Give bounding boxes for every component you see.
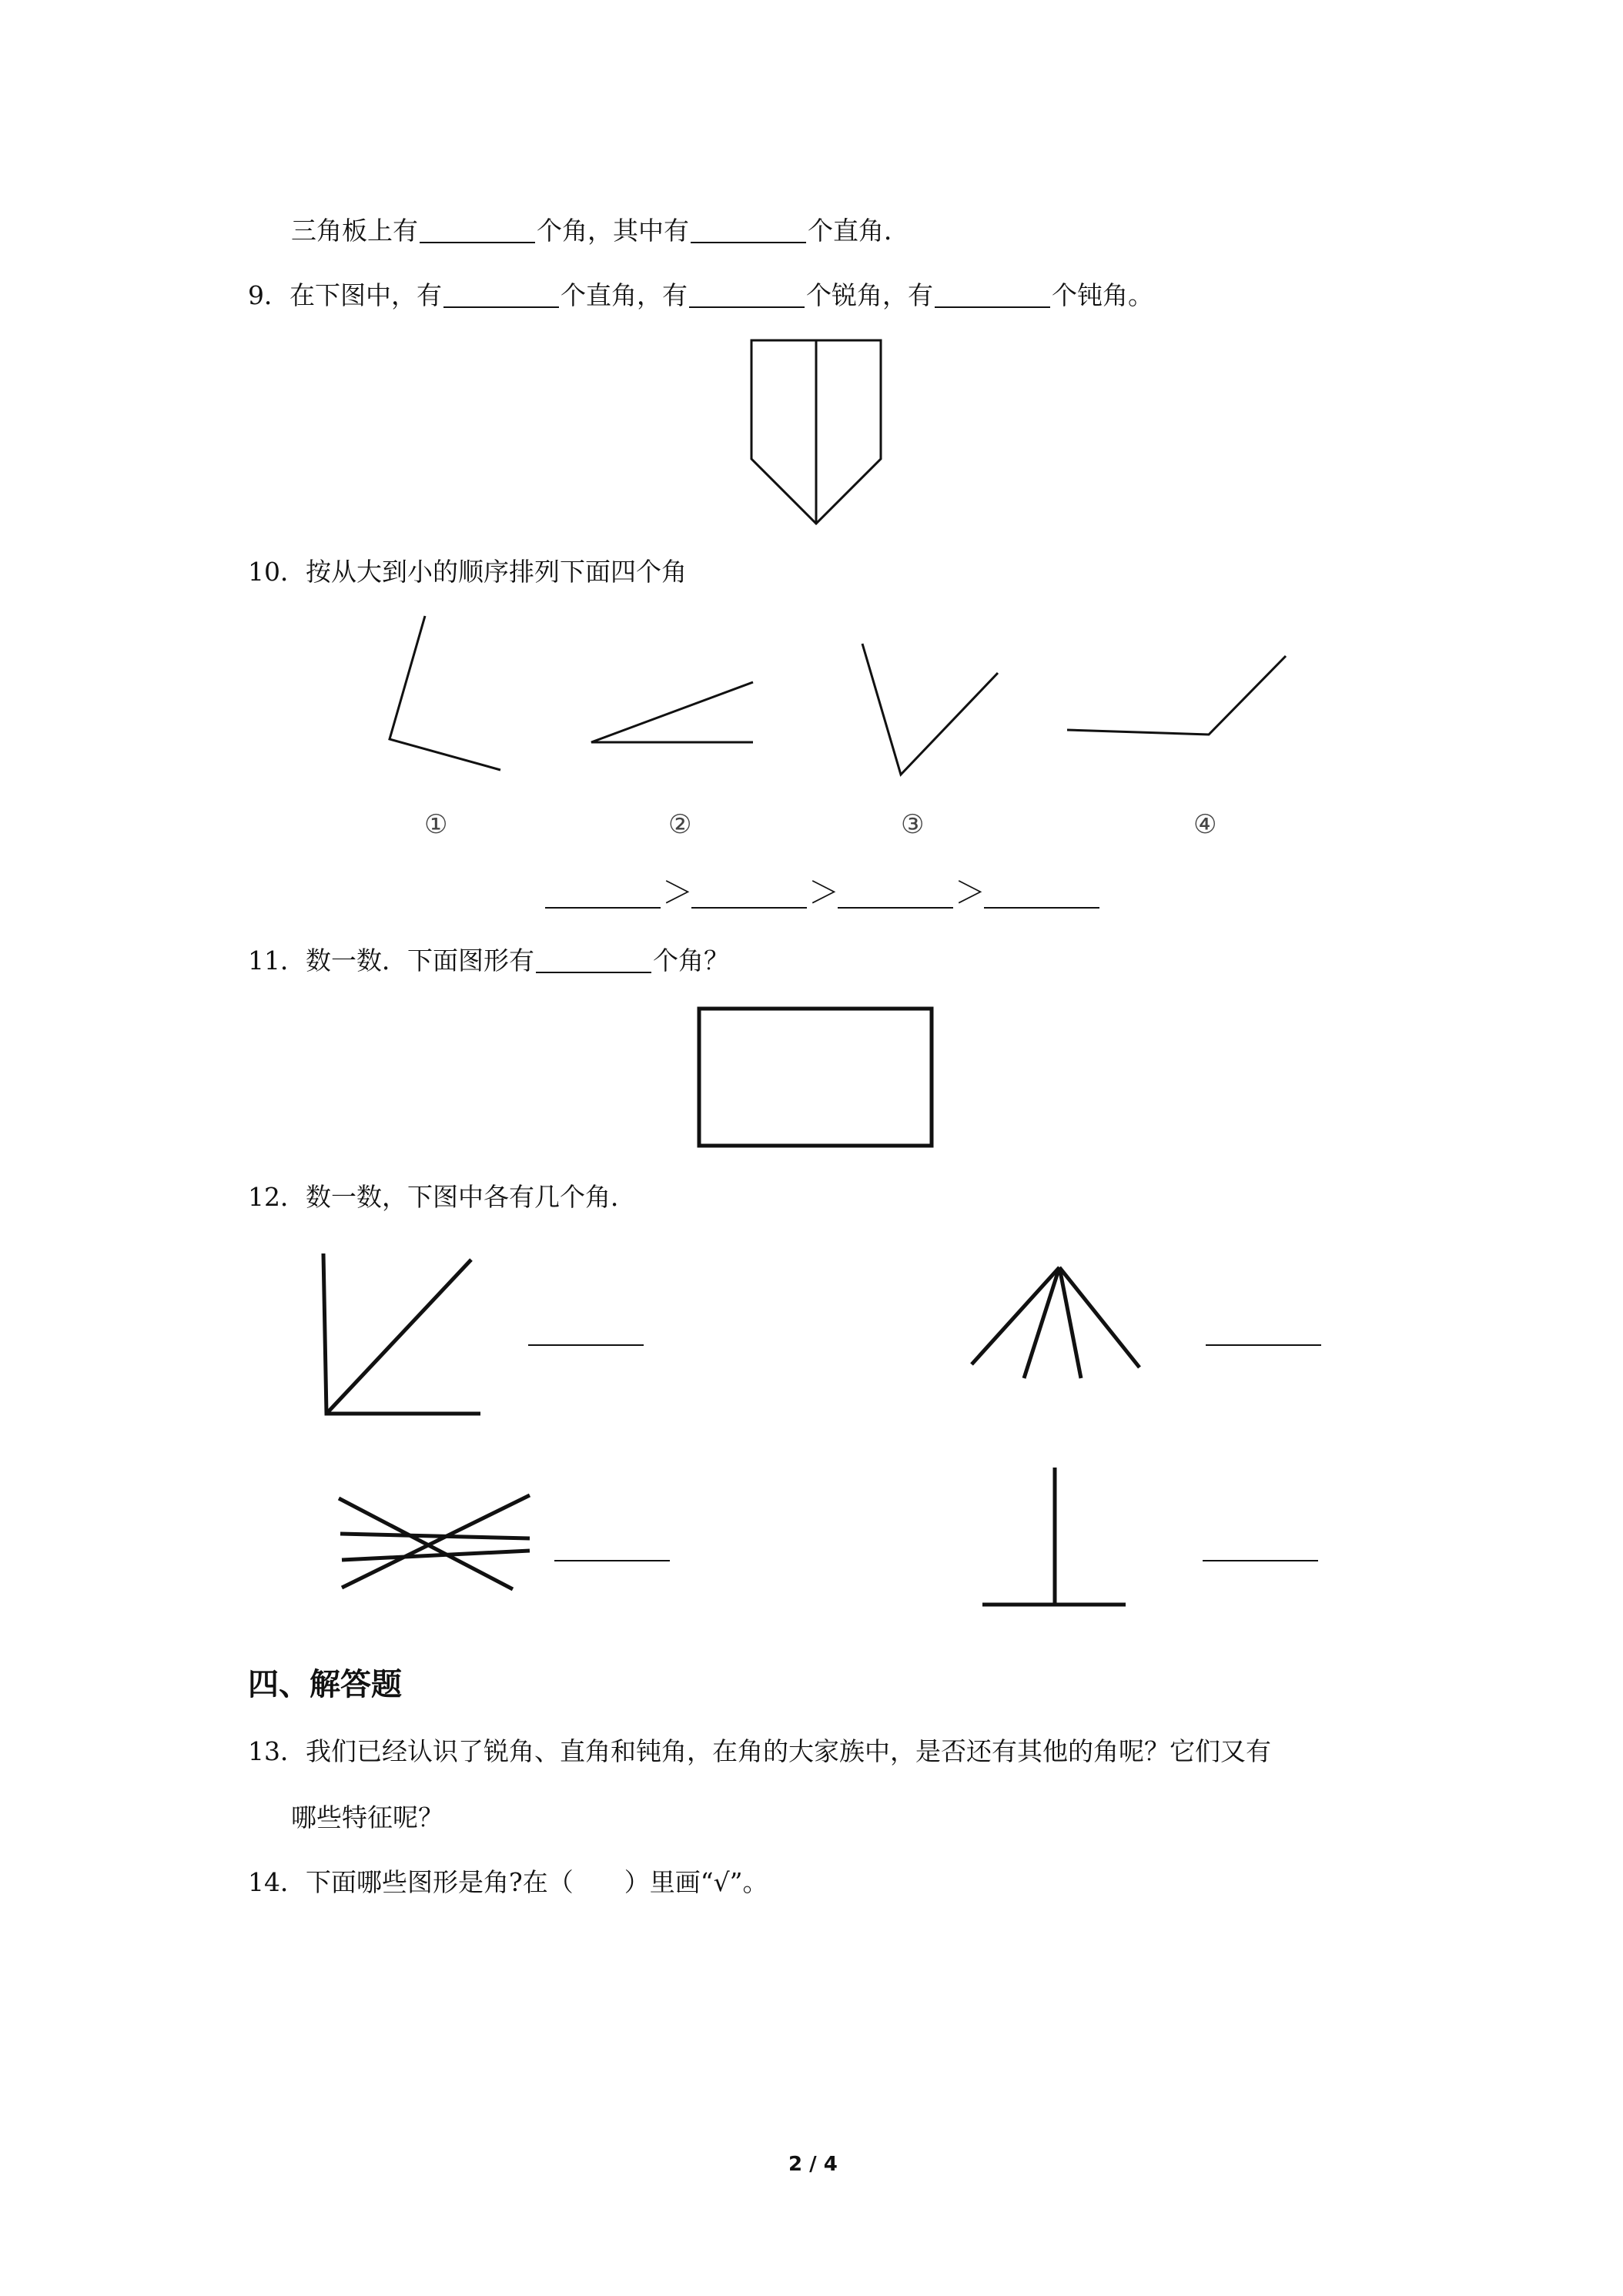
question-number: 14． [248, 1867, 306, 1897]
q8-text-2: 个角，其中有 [537, 216, 689, 246]
q8-text-3: 个直角． [808, 216, 909, 246]
q9-text-4: 个钝角。 [1052, 280, 1153, 310]
q12-figure-1 [323, 1253, 480, 1414]
answer-blank[interactable] [1206, 1344, 1321, 1346]
question-13 [248, 1736, 1271, 1766]
question-number: 12． [248, 1182, 306, 1212]
question-text: 下面哪些图形是角?在（ ）里画“√”。 [306, 1867, 768, 1897]
q11-text-1: 数一数．下面图形有 [306, 946, 534, 976]
q12-figure-3 [339, 1495, 530, 1589]
q12-figure-2 [972, 1267, 1139, 1378]
q11-text-2: 个角？ [653, 946, 729, 976]
answer-blank[interactable] [1203, 1560, 1318, 1561]
answer-blank[interactable] [528, 1344, 644, 1346]
greater-than-sign: ＞ [955, 875, 986, 911]
section-heading: 四、解答题 [248, 1667, 402, 1702]
greater-than-sign: ＞ [662, 875, 693, 911]
greater-than-sign: ＞ [808, 875, 839, 911]
angle-label-3: ③ [901, 809, 925, 840]
question-number: 11． [248, 946, 306, 976]
answer-blank[interactable] [554, 1560, 670, 1561]
question-13-line-2: 哪些特征呢？ [291, 1802, 443, 1832]
q9-text-1: 在下图中，有 [289, 280, 442, 310]
question-14 [248, 1869, 768, 1895]
angle-label-2: ② [668, 809, 692, 840]
q8-text-1: 三角板上有 [291, 216, 418, 246]
question-number: 13． [248, 1736, 306, 1766]
q12-figure-4 [982, 1468, 1126, 1605]
question-number: 10． [248, 557, 306, 587]
question-text: 按从大到小的顺序排列下面四个角 [306, 557, 687, 587]
question-text: 数一数，下图中各有几个角． [306, 1182, 636, 1212]
q9-text-3: 个锐角，有 [806, 280, 933, 310]
question-number: 9． [248, 280, 289, 310]
angle-label-4: ④ [1193, 809, 1217, 840]
question-text: 我们已经认识了锐角、直角和钝角，在角的大家族中，是否还有其他的角呢？它们又有 [306, 1736, 1271, 1766]
page-number: 2 / 4 [788, 2153, 838, 2176]
angle-label-1: ① [424, 809, 448, 840]
q9-text-2: 个直角，有 [561, 280, 688, 310]
